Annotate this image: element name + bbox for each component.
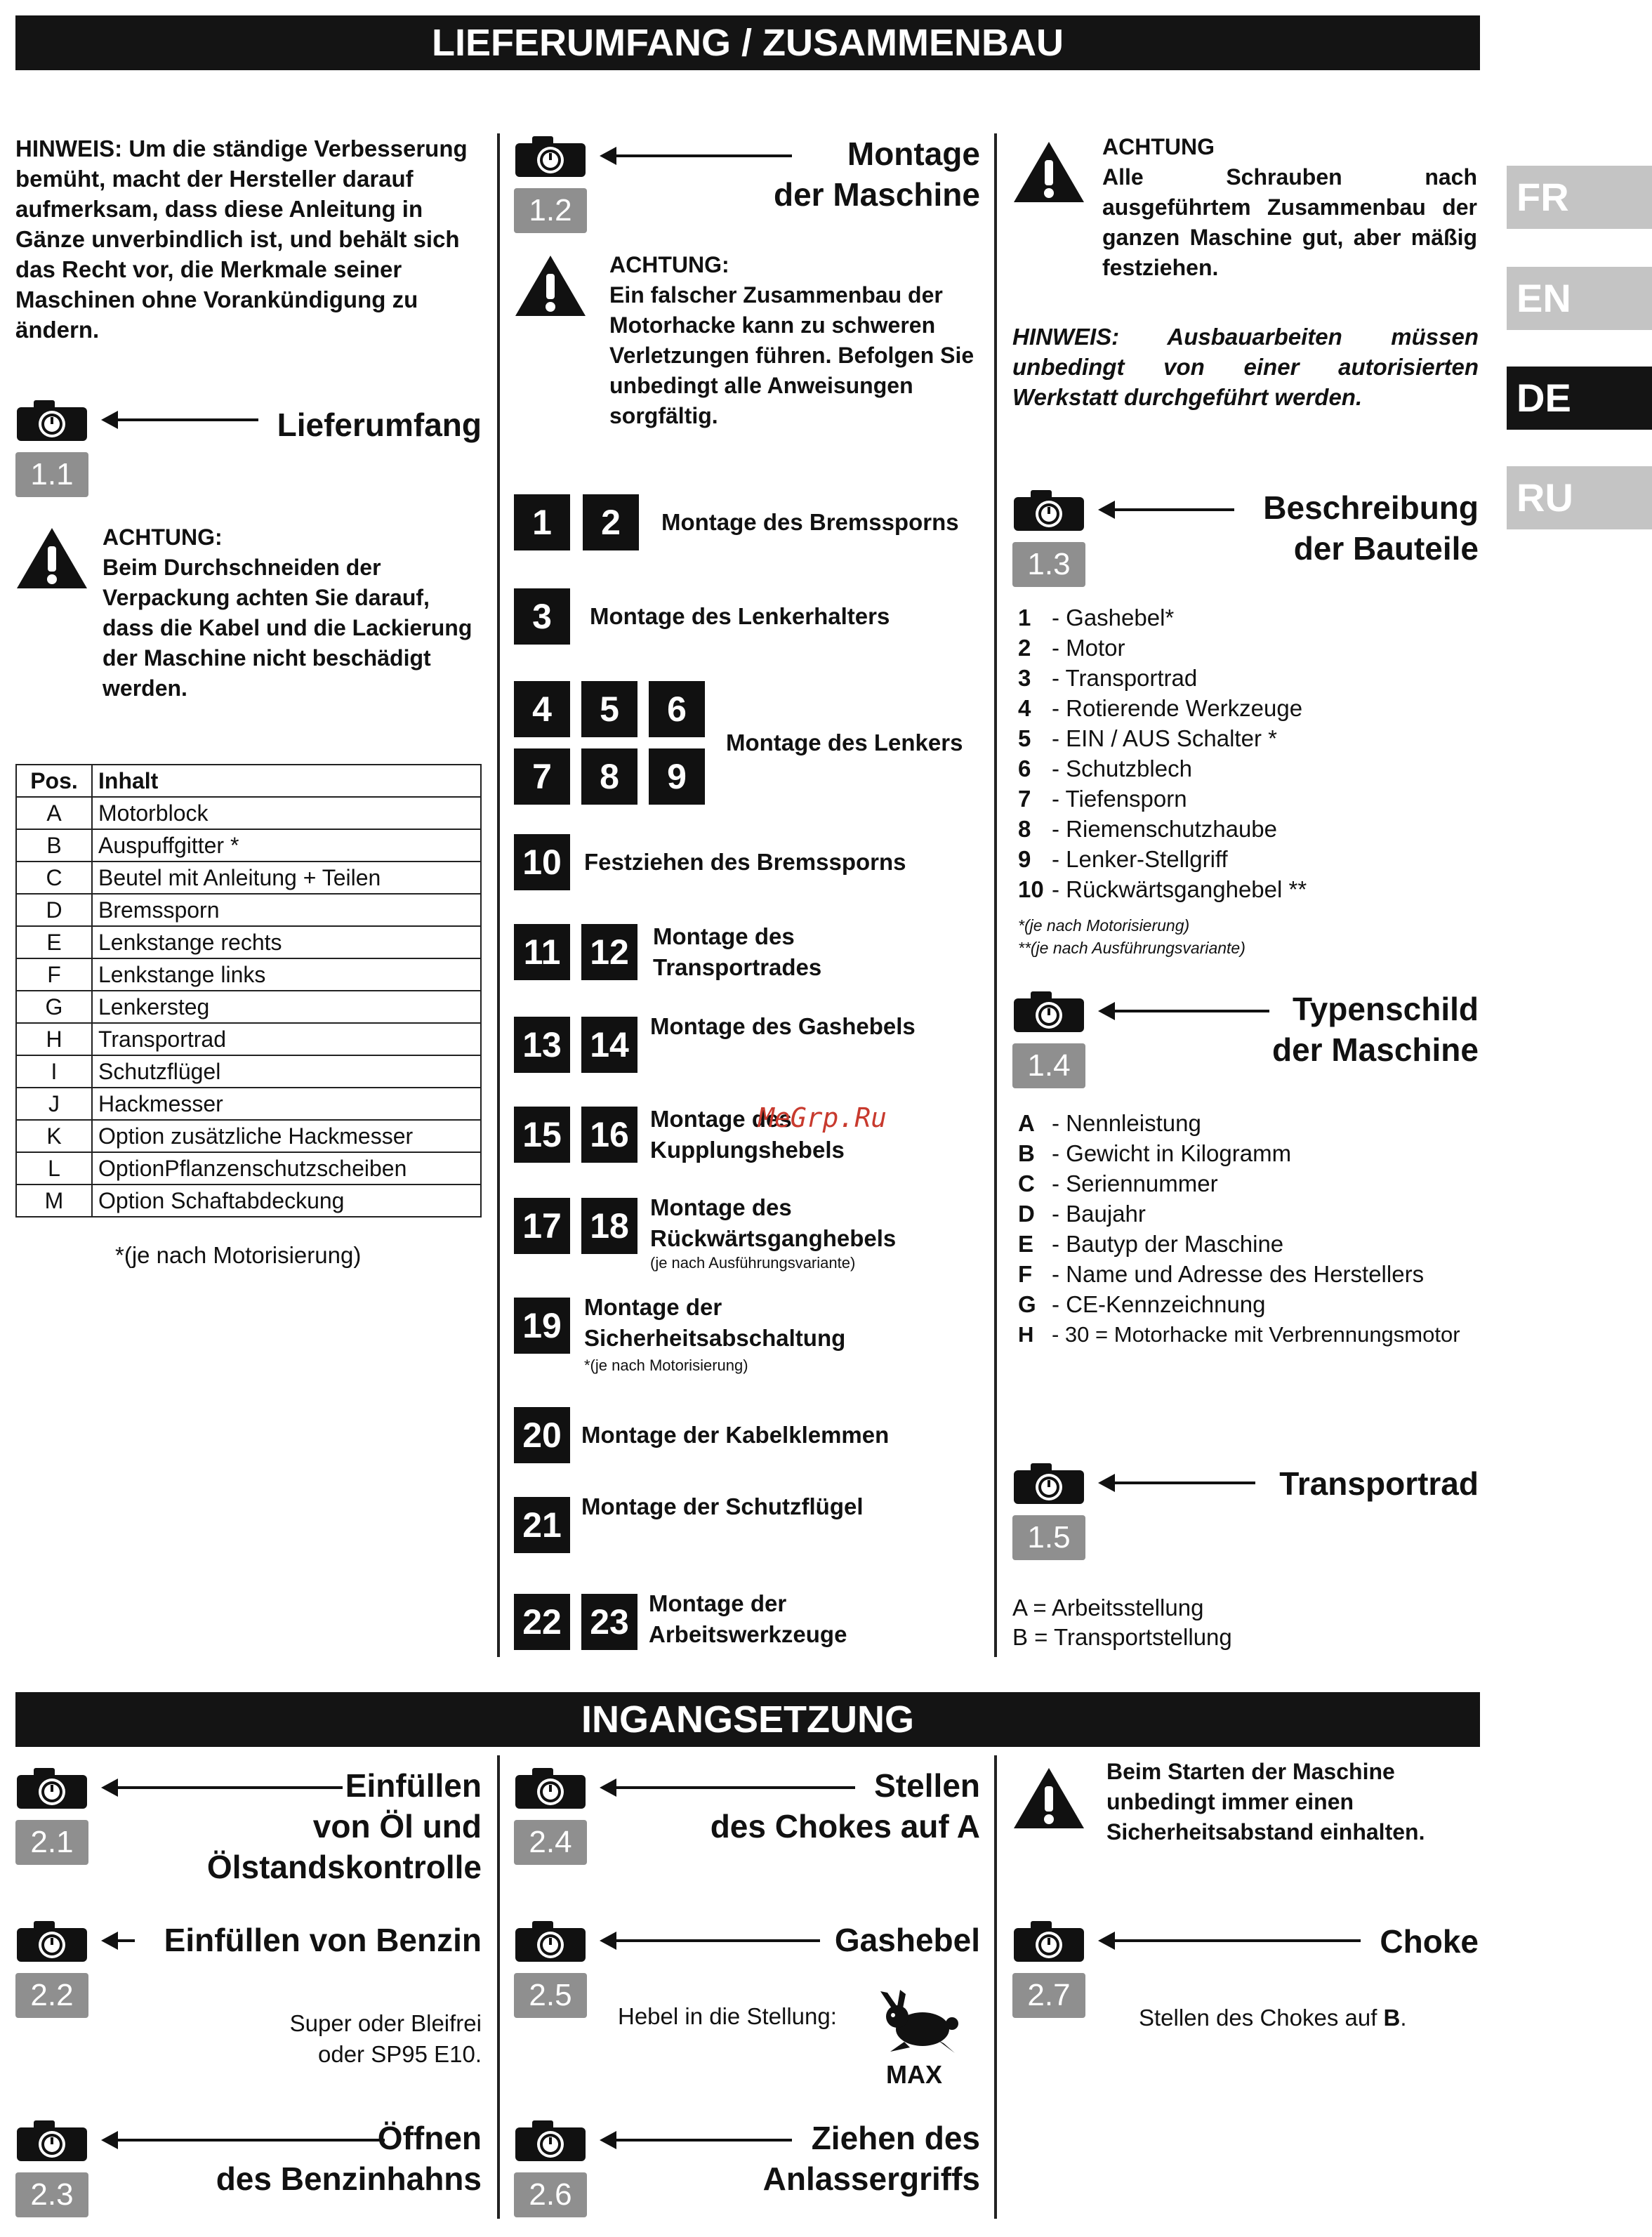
step-label-line: Montage des (653, 923, 795, 949)
cell-pos: A (16, 797, 92, 829)
table-row (16, 1152, 481, 1185)
step-number: 10 (514, 834, 570, 890)
cell-pos: L (16, 1152, 92, 1185)
figure-number: 1.1 (15, 452, 88, 497)
step-label-line: Sicherheitsabschaltung (584, 1325, 846, 1351)
list-item (1018, 1108, 1460, 1138)
figure-title-line: Montage (847, 136, 980, 172)
figure-title-line: Typenschild (1293, 991, 1479, 1027)
step-number: 15 (514, 1107, 570, 1163)
cell-content: Beutel mit Anleitung + Teilen (92, 862, 481, 894)
step-label-line: Montage des (650, 1194, 792, 1220)
col-header-pos: Pos. (16, 765, 92, 797)
lang-tab-en[interactable]: EN (1507, 267, 1652, 330)
startup-warning-text: Beim Starten der Maschine unbedingt immer einen Sicherheitsabstand einhalten. (1106, 1759, 1425, 1845)
assembly-step[interactable] (514, 1588, 980, 1651)
list-item (1018, 1229, 1460, 1259)
figure-title-line: Ziehen des (811, 2120, 980, 2156)
item-value: - CE-Kennzeichnung (1052, 1291, 1266, 1317)
table-row (16, 1055, 481, 1088)
step-number: 8 (581, 748, 637, 805)
figure-number: 2.1 (15, 1820, 88, 1865)
item-key: F (1018, 1261, 1033, 1287)
warning-title: ACHTUNG: (103, 524, 223, 550)
camera-icon (514, 2118, 587, 2163)
arrow-icon (104, 418, 258, 421)
arrow-icon (602, 154, 792, 157)
step-number: 2 (583, 494, 639, 550)
figure-number: 1.3 (1012, 542, 1085, 587)
note-line: Super oder Bleifrei (289, 2010, 482, 2036)
list-item (1018, 633, 1307, 663)
figure-title-line: Ölstandskontrolle (206, 1849, 482, 1885)
item-key: 4 (1018, 695, 1031, 721)
table-row (16, 958, 481, 991)
cell-content: Schutzflügel (92, 1055, 481, 1088)
item-key: 5 (1018, 725, 1031, 751)
item-key: C (1018, 1170, 1035, 1196)
warning-text (103, 522, 485, 704)
assembly-step[interactable] (514, 681, 980, 807)
figure-number: 2.2 (15, 1973, 88, 2018)
step-number: 9 (649, 748, 705, 805)
list-item (1018, 814, 1307, 844)
assembly-step[interactable] (514, 1192, 980, 1274)
item-value: - Transportrad (1052, 665, 1198, 691)
figure-number: 2.4 (514, 1820, 587, 1865)
warning-icon (15, 527, 88, 590)
figure-ref-1-1[interactable] (15, 397, 482, 503)
figure-number: 1.4 (1012, 1043, 1085, 1088)
assembly-step[interactable] (514, 1407, 980, 1466)
section-title-assembly: LIEFERUMFANG / ZUSAMMENBAU (15, 15, 1480, 70)
cell-content: Motorblock (92, 797, 481, 829)
figure-title (774, 133, 980, 215)
table-row (16, 1088, 481, 1120)
arrow-icon (1101, 1010, 1269, 1012)
camera-icon (15, 397, 88, 442)
list-item (1018, 1138, 1460, 1168)
cell-pos: B (16, 829, 92, 862)
table-row (16, 926, 481, 958)
list-item (1018, 723, 1307, 753)
cell-content: Lenkstange rechts (92, 926, 481, 958)
figure-title (763, 2118, 980, 2199)
arrow-icon (1101, 508, 1234, 511)
step-number: 5 (581, 681, 637, 737)
camera-icon (15, 1918, 88, 1963)
col-header-content: Inhalt (92, 765, 481, 797)
figure-number: 2.6 (514, 2172, 587, 2217)
list-item (1018, 602, 1307, 633)
step-label: Montage des Lenkers (726, 730, 963, 755)
assembly-step[interactable] (514, 1104, 980, 1167)
figure-title (207, 1765, 482, 1887)
cell-content: Lenkersteg (92, 991, 481, 1023)
table-row (16, 894, 481, 926)
table-row (16, 1120, 481, 1152)
item-value: - Motor (1052, 635, 1125, 661)
step-label (649, 1588, 847, 1650)
item-value: - Schutzblech (1052, 755, 1192, 781)
column-divider (497, 133, 500, 1657)
table-header-row (16, 765, 481, 797)
step-label-line: Montage des (650, 1106, 792, 1132)
parts-list (1018, 602, 1307, 904)
step-note: (je nach Ausführungsvariante) (650, 1254, 856, 1272)
cell-pos: I (16, 1055, 92, 1088)
item-value: - Bautyp der Maschine (1052, 1231, 1284, 1257)
cell-content: Hackmesser (92, 1088, 481, 1120)
step-label (584, 1292, 845, 1354)
cell-pos: K (16, 1120, 92, 1152)
camera-icon (514, 133, 587, 178)
figure-title-line: der Maschine (774, 176, 980, 213)
figure-title (1263, 487, 1479, 569)
item-value: - Tiefensporn (1052, 786, 1187, 812)
step-number: 7 (514, 748, 570, 805)
warning-title: ACHTUNG (1102, 134, 1215, 159)
list-item (1018, 1199, 1460, 1229)
step-note: *(je nach Motorisierung) (584, 1357, 748, 1374)
item-key: 3 (1018, 665, 1031, 691)
column-divider (994, 1755, 997, 2219)
transport-position-a: A = Arbeitsstellung (1012, 1595, 1204, 1621)
cell-pos: C (16, 862, 92, 894)
watermark: MeGrp.Ru (758, 1102, 887, 1133)
figure-title-line: des Chokes auf A (710, 1808, 980, 1845)
assembly-step[interactable] (514, 1292, 980, 1376)
step-number: 19 (514, 1298, 570, 1354)
step-number: 1 (514, 494, 570, 550)
figure-title: Einfüllen von Benzin (164, 1922, 482, 1958)
item-value: - Gashebel* (1052, 605, 1175, 631)
warning-body: Beim Durchschneiden der Verpackung achten Sie darauf, dass die Kabel und die Lackierung der Maschine nicht beschädigt werden. (103, 555, 473, 701)
table-row (16, 829, 481, 862)
figure-title-line: Anlassergriffs (762, 2160, 980, 2197)
table-row (16, 797, 481, 829)
step-label: Montage der Kabelklemmen (581, 1422, 890, 1448)
figure-number: 1.5 (1012, 1515, 1085, 1560)
figure-title: Gashebel (834, 1922, 980, 1958)
step-number: 23 (581, 1594, 637, 1650)
assembly-step[interactable] (514, 588, 980, 647)
figure-number: 2.5 (514, 1973, 587, 2018)
arrow-icon (602, 1939, 820, 1942)
figure-ref-1-4[interactable] (1012, 989, 1479, 1094)
choke-text-end: . (1400, 2005, 1407, 2031)
camera-icon (1012, 989, 1085, 1034)
item-value: - Riemenschutzhaube (1052, 816, 1278, 842)
step-number: 14 (581, 1017, 637, 1073)
cell-pos: F (16, 958, 92, 991)
item-key: 6 (1018, 755, 1031, 781)
list-item (1018, 844, 1307, 874)
item-value: - Seriennummer (1052, 1170, 1218, 1196)
warning-text (1102, 132, 1477, 283)
camera-icon (1012, 1918, 1085, 1963)
contents-table (15, 764, 482, 1218)
figure-number: 2.7 (1012, 1973, 1085, 2018)
list-item (1018, 753, 1307, 784)
list-item (1018, 663, 1307, 693)
figure-number: 1.2 (514, 188, 587, 233)
cell-content: Option zusätzliche Hackmesser (92, 1120, 481, 1152)
item-value: - Baujahr (1052, 1201, 1146, 1227)
step-number: 12 (581, 924, 637, 980)
step-label: Montage des Gashebels (650, 1013, 916, 1039)
assembly-step[interactable] (514, 494, 980, 553)
step-label-line: Montage der (584, 1294, 722, 1320)
item-value: - Rotierende Werkzeuge (1052, 695, 1303, 721)
warning-icon (514, 254, 587, 317)
step-label (653, 921, 821, 983)
step-number: 21 (514, 1497, 570, 1553)
figure-title: Lieferumfang (277, 407, 482, 443)
arrow-icon (104, 1939, 135, 1942)
figure-title-line: Öffnen (377, 2120, 482, 2156)
step-label-line: Arbeitswerkzeuge (649, 1621, 847, 1647)
choke-position: B (1383, 2005, 1401, 2031)
step-label: Montage des Bremssporns (661, 509, 959, 535)
figure-ref-1-2[interactable] (514, 133, 980, 239)
item-key: 2 (1018, 635, 1031, 661)
hinweis-note: HINWEIS: Ausbauarbeiten müssen unbedingt von einer autorisierten Werkstatt durchgeführt werden. (1012, 324, 1479, 410)
step-number: 22 (514, 1594, 570, 1650)
warning-body: Ein falscher Zusammenbau der Motorhacke kann zu schweren Verletzungen führen. Befolgen Sie unbedingt alle Anweisungen sorgfältig. (609, 282, 974, 428)
step-number: 18 (581, 1198, 637, 1254)
item-key: B (1018, 1140, 1035, 1166)
item-key: 7 (1018, 786, 1031, 812)
figure-title: Transportrad (1279, 1465, 1479, 1502)
step-label-line: Montage der (649, 1590, 787, 1616)
assembly-step[interactable] (514, 1491, 980, 1555)
step-label-line: Transportrades (653, 954, 822, 980)
warning-body: Alle Schrauben nach ausgeführtem Zusammenbau der ganzen Maschine gut, aber mäßig festziehen. (1102, 164, 1477, 280)
figure-ref-2-4[interactable] (514, 1765, 980, 1870)
fuel-type-note (211, 2008, 482, 2070)
camera-icon (15, 1765, 88, 1810)
item-key: G (1018, 1291, 1036, 1317)
step-number: 17 (514, 1198, 570, 1254)
item-value: - Gewicht in Kilogramm (1052, 1140, 1292, 1166)
step-label: Montage der Schutzflügel (581, 1493, 864, 1519)
list-item (1018, 1168, 1460, 1199)
intro-note: HINWEIS: Um die ständige Verbesserung bemüht, macht der Hersteller darauf aufmerksam, dass diese Anleitung in Gänze unverbindlich ist, und behält sich das Recht vor, die Merkmale seiner Maschinen ohne Vorankündigung zu ändern. (15, 136, 468, 343)
figure-title-line: Einfüllen (345, 1767, 482, 1804)
step-number: 3 (514, 588, 570, 645)
step-number: 4 (514, 681, 570, 737)
assembly-step[interactable] (514, 834, 980, 893)
figure-title (711, 1765, 980, 1847)
list-item (1018, 693, 1307, 723)
warning-title: ACHTUNG: (609, 252, 729, 277)
item-value: - EIN / AUS Schalter * (1052, 725, 1277, 751)
warning-icon (1012, 140, 1085, 204)
item-key: 1 (1018, 605, 1031, 631)
table-row (16, 1185, 481, 1217)
figure-ref-1-3[interactable] (1012, 487, 1479, 593)
column-divider (497, 1755, 500, 2219)
cell-content: Transportrad (92, 1023, 481, 1055)
cell-content: Lenkstange links (92, 958, 481, 991)
item-value: - Name und Adresse des Herstellers (1052, 1261, 1425, 1287)
warning-icon (1012, 1767, 1085, 1830)
item-key: E (1018, 1231, 1034, 1257)
warning-text (609, 250, 980, 431)
cell-pos: E (16, 926, 92, 958)
step-number: 16 (581, 1107, 637, 1163)
step-number: 11 (514, 924, 570, 980)
max-label: MAX (886, 2060, 942, 2089)
figure-ref-2-6[interactable] (514, 2118, 980, 2223)
item-key: H (1018, 1322, 1034, 1347)
throttle-position-text: Hebel in die Stellung: (618, 2003, 837, 2029)
item-value: - Nennleistung (1052, 1110, 1201, 1136)
item-value: - 30 = Motorhacke mit Verbrennungsmotor (1052, 1322, 1460, 1347)
parts-footnote: **(je nach Ausführungsvariante) (1018, 939, 1245, 957)
figure-title (216, 2118, 482, 2199)
camera-icon (1012, 487, 1085, 532)
figure-title-line: Beschreibung (1263, 489, 1479, 526)
section-title-startup: INGANGSETZUNG (15, 1692, 1480, 1747)
step-label-line: Rückwärtsganghebels (650, 1225, 897, 1251)
cell-content: OptionPflanzenschutzscheiben (92, 1152, 481, 1185)
choke-instruction (1139, 2002, 1407, 2033)
step-label (650, 1192, 896, 1254)
item-key: D (1018, 1201, 1035, 1227)
step-label: Montage des Lenkerhalters (590, 603, 890, 629)
step-label-line: Kupplungshebels (650, 1137, 845, 1163)
figure-title-line: des Benzinhahns (216, 2160, 482, 2197)
arrow-icon (1101, 1482, 1255, 1484)
item-key: 8 (1018, 816, 1031, 842)
list-item (1018, 1289, 1460, 1319)
cell-content: Auspuffgitter * (92, 829, 481, 862)
table-row (16, 1023, 481, 1055)
list-item (1018, 1319, 1460, 1350)
parts-footnote: *(je nach Motorisierung) (1018, 916, 1190, 935)
note-line: oder SP95 E10. (318, 2041, 482, 2067)
column-divider (994, 133, 997, 1657)
figure-title: Choke (1380, 1923, 1479, 1960)
transport-position-b: B = Transportstellung (1012, 1624, 1232, 1650)
figure-number: 2.3 (15, 2172, 88, 2217)
cell-pos: M (16, 1185, 92, 1217)
lang-tab-fr[interactable]: FR (1507, 166, 1652, 229)
step-number: 13 (514, 1017, 570, 1073)
figure-title-line: von Öl und (312, 1808, 482, 1845)
figure-title-line: der Bauteile (1293, 530, 1479, 567)
plate-list (1018, 1108, 1460, 1350)
camera-icon (1012, 1460, 1085, 1505)
figure-title-line: der Maschine (1272, 1031, 1479, 1068)
assembly-step[interactable] (514, 1011, 980, 1074)
arrow-icon (1101, 1939, 1361, 1942)
list-item (1018, 1259, 1460, 1289)
lang-tab-de[interactable]: DE (1507, 367, 1652, 430)
table-row (16, 862, 481, 894)
table-row (16, 991, 481, 1023)
figure-ref-2-1[interactable] (15, 1765, 482, 1885)
step-number: 6 (649, 681, 705, 737)
figure-title (1272, 989, 1479, 1070)
camera-icon (514, 1765, 587, 1810)
step-label: Festziehen des Bremssporns (584, 849, 906, 875)
item-key: 9 (1018, 846, 1031, 872)
assembly-step[interactable] (514, 921, 980, 984)
choke-text: Stellen des Chokes auf (1139, 2005, 1384, 2031)
step-number: 20 (514, 1407, 570, 1463)
figure-title-line: Stellen (874, 1767, 980, 1804)
cell-content: Bremssporn (92, 894, 481, 926)
lang-tab-ru[interactable]: RU (1507, 466, 1652, 529)
table-footnote: *(je nach Motorisierung) (115, 1242, 362, 1268)
cell-pos: H (16, 1023, 92, 1055)
item-key: A (1018, 1110, 1035, 1136)
list-item (1018, 784, 1307, 814)
figure-ref-1-5[interactable] (1012, 1460, 1479, 1566)
cell-pos: J (16, 1088, 92, 1120)
item-value: - Rückwärtsganghebel ** (1052, 876, 1307, 902)
cell-pos: D (16, 894, 92, 926)
figure-ref-2-3[interactable] (15, 2118, 482, 2223)
item-key: 10 (1018, 876, 1044, 902)
item-value: - Lenker-Stellgriff (1052, 846, 1228, 872)
cell-content: Option Schaftabdeckung (92, 1185, 481, 1217)
camera-icon (15, 2118, 88, 2163)
rabbit-icon (876, 1988, 967, 2054)
camera-icon (514, 1918, 587, 1963)
cell-pos: G (16, 991, 92, 1023)
list-item (1018, 874, 1307, 904)
